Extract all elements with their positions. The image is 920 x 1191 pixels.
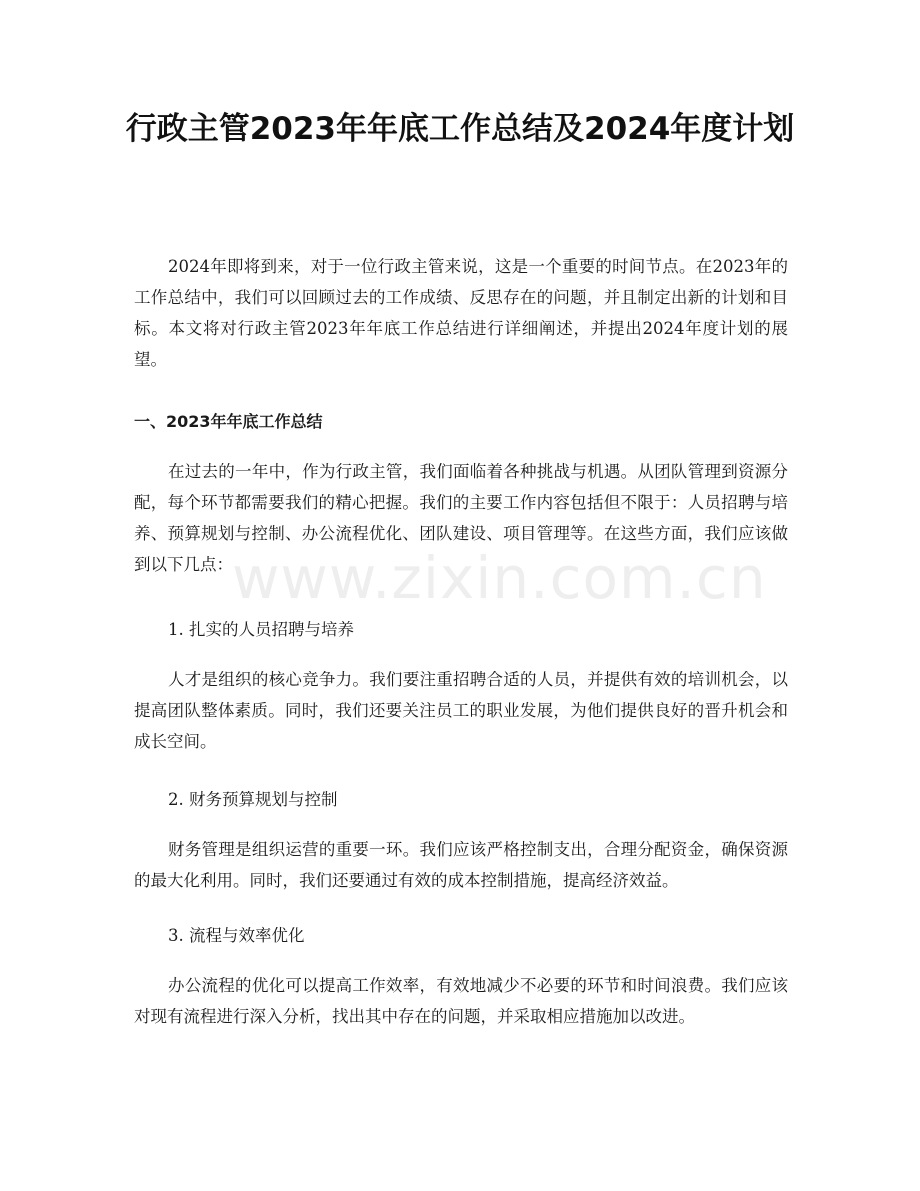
item-heading: 1. 扎实的人员招聘与培养 [168,620,354,639]
item-body: 人才是组织的核心竞争力。我们要注重招聘合适的人员，并提供有效的培训机会，以提高团队整体素质。同时，我们还要关注员工的职业发展，为他们提供良好的晋升机会和成长空间。 [134,670,788,751]
watermark: www.zixin.com.cn [232,544,767,612]
item-body: 办公流程的优化可以提高工作效率，有效地减少不必要的环节和时间浪费。我们应该对现有流程进行深入分析，找出其中存在的问题，并采取相应措施加以改进。 [134,976,788,1026]
intro-paragraph: 2024年即将到来，对于一位行政主管来说，这是一个重要的时间节点。在2023年的工作总结中，我们可以回顾过去的工作成绩、反思存在的问题，并且制定出新的计划和目标。本文将对行政主管2023年年底工作总结进行详细阐述，并提出2024年度计划的展望。 [134,257,788,369]
section-intro-paragraph: 在过去的一年中，作为行政主管，我们面临着各种挑战与机遇。从团队管理到资源分配，每个环节都需要我们的精心把握。我们的主要工作内容包括但不限于：人员招聘与培养、预算规划与控制、办公流程优化、团队建设、项目管理等。在这些方面，我们应该做到以下几点： [134,462,788,574]
document-title: 行政主管2023年年底工作总结及2024年度计划 [125,111,795,147]
item-heading: 2. 财务预算规划与控制 [168,790,338,809]
item-body: 财务管理是组织运营的重要一环。我们应该严格控制支出，合理分配资金，确保资源的最大化利用。同时，我们还要通过有效的成本控制措施，提高经济效益。 [134,840,788,890]
item-heading: 3. 流程与效率优化 [168,926,305,945]
section-heading: 一、2023年年底工作总结 [134,412,323,431]
